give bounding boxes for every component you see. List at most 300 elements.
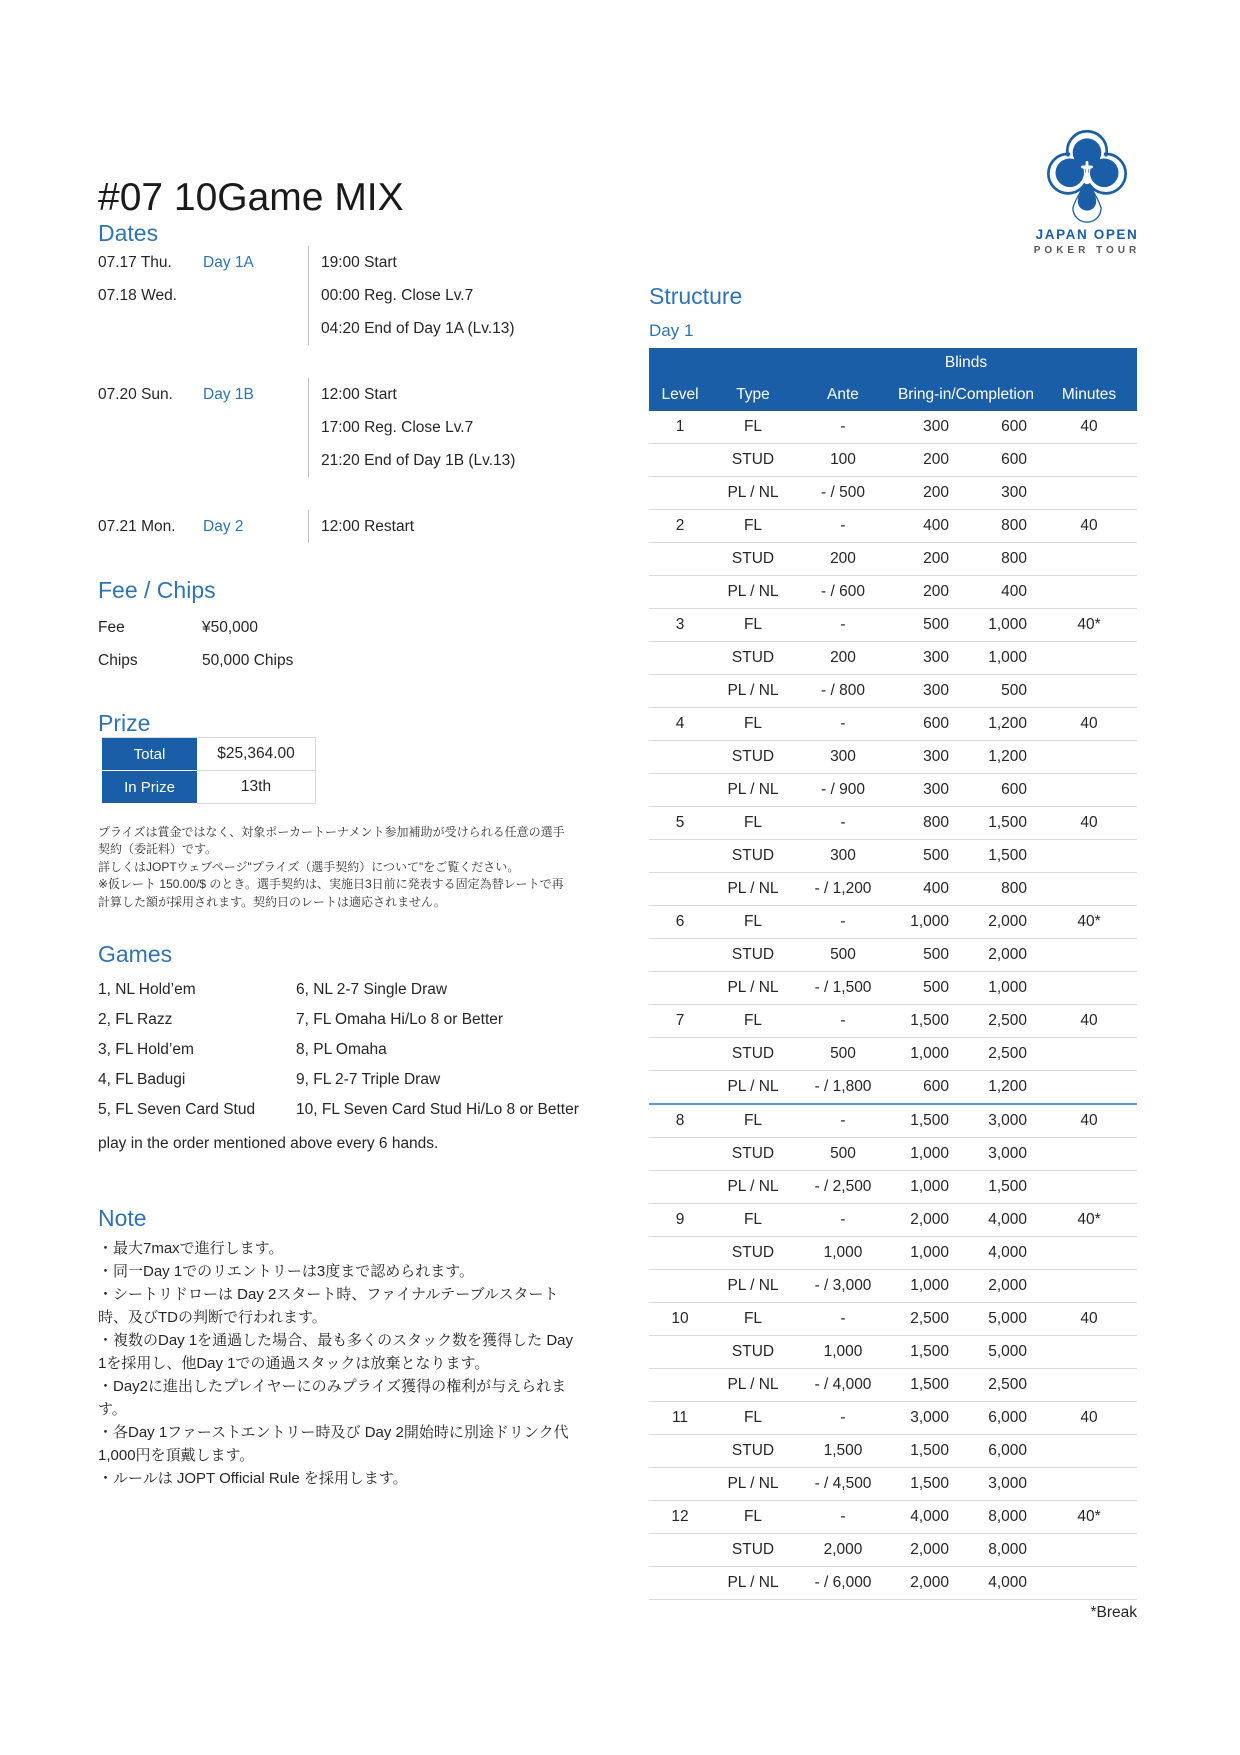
structure-cell: 500 (795, 1038, 891, 1071)
games-list (98, 975, 588, 1125)
structure-cell: 3,000 (957, 1468, 1041, 1501)
structure-cell: 1 (649, 411, 711, 444)
structure-cell: FL (711, 411, 795, 444)
structure-cell (649, 741, 711, 774)
structure-cell: 4,000 (891, 1501, 957, 1534)
prize-row-label: In Prize (102, 771, 197, 804)
date-row (98, 279, 572, 312)
game-item: 5, FL Seven Card Stud (98, 1101, 256, 1118)
structure-cell: 1,500 (795, 1435, 891, 1468)
structure-row (649, 642, 1137, 675)
note-item: ・ルールは JOPT Official Rule を採用します。 (98, 1470, 408, 1487)
structure-cell: 2,500 (957, 1005, 1041, 1038)
structure-cell: 4,000 (957, 1567, 1041, 1600)
structure-cell: 300 (891, 411, 957, 444)
structure-cell: FL (711, 807, 795, 840)
game-row (98, 1035, 588, 1065)
structure-cell: FL (711, 708, 795, 741)
structure-heading: Structure (649, 283, 743, 309)
structure-cell: 2,500 (957, 1038, 1041, 1071)
header-spacer (649, 348, 891, 378)
note-item: ・シートリドローは Day 2スタート時、ファイナルテーブルスタート時、及びTDの判断で行われます。 (98, 1286, 559, 1326)
date-cell (98, 246, 308, 279)
club-icon (1045, 128, 1129, 226)
structure-cell: 200 (891, 576, 957, 609)
structure-cell: STUD (711, 741, 795, 774)
structure-cell: - / 3,000 (795, 1270, 891, 1303)
structure-cell: 2 (649, 510, 711, 543)
structure-cell: 500 (795, 1138, 891, 1171)
structure-cell: 300 (957, 477, 1041, 510)
structure-cell (649, 642, 711, 675)
dates-heading: Dates (98, 220, 159, 246)
structure-cell: - / 6,000 (795, 1567, 891, 1600)
structure-cell: 3,000 (957, 1104, 1041, 1138)
structure-cell: - (795, 510, 891, 543)
structure-cell (1041, 576, 1137, 609)
date-row (98, 378, 572, 411)
date-row (98, 510, 572, 543)
structure-cell: 500 (795, 939, 891, 972)
structure-cell: PL / NL (711, 1468, 795, 1501)
structure-cell (1041, 1237, 1137, 1270)
structure-cell: 1,500 (957, 840, 1041, 873)
structure-cell (1041, 1270, 1137, 1303)
structure-cell: 1,500 (891, 1468, 957, 1501)
structure-cell: 1,500 (891, 1369, 957, 1402)
time-text: 04:20 End of Day 1A (Lv.13) (308, 312, 572, 345)
date-row (98, 411, 572, 444)
structure-cell: 500 (891, 609, 957, 642)
prize-row-value: 13th (197, 771, 316, 804)
structure-cell: PL / NL (711, 1071, 795, 1105)
structure-cell (649, 1171, 711, 1204)
structure-cell: 40 (1041, 708, 1137, 741)
game-item: 2, FL Razz (98, 1011, 173, 1028)
structure-cell: 600 (957, 411, 1041, 444)
structure-row (649, 1071, 1137, 1105)
time-text: 12:00 Restart (308, 510, 572, 543)
structure-cell: FL (711, 1005, 795, 1038)
structure-cell: 2,000 (891, 1567, 957, 1600)
games-footer: play in the order mentioned above every 6 hands. (98, 1135, 439, 1152)
game-item: 6, NL 2-7 Single Draw (296, 981, 448, 998)
structure-cell: 12 (649, 1501, 711, 1534)
structure-cell: 6 (649, 906, 711, 939)
structure-row (649, 1204, 1137, 1237)
col-level: Level (649, 378, 711, 411)
date-cell (98, 279, 308, 312)
structure-cell (649, 444, 711, 477)
break-footnote: *Break (1090, 1604, 1137, 1621)
structure-cell: 4,000 (957, 1237, 1041, 1270)
note-item: ・各Day 1ファーストエントリー時及び Day 2開始時に別途ドリンク代1,000円を頂戴します。 (98, 1424, 569, 1464)
structure-cell (649, 840, 711, 873)
structure-table (649, 348, 1137, 1600)
date-group (98, 246, 572, 345)
structure-cell: 300 (795, 840, 891, 873)
structure-cell: 2,000 (795, 1534, 891, 1567)
structure-cell: STUD (711, 642, 795, 675)
structure-row (649, 1270, 1137, 1303)
structure-cell: 1,000 (957, 609, 1041, 642)
structure-cell (1041, 741, 1137, 774)
structure-cell: - (795, 1104, 891, 1138)
structure-cell: FL (711, 1402, 795, 1435)
header-spacer (1041, 348, 1137, 378)
structure-cell (1041, 873, 1137, 906)
structure-cell: 1,000 (891, 1237, 957, 1270)
structure-cell: 300 (891, 675, 957, 708)
structure-cell: STUD (711, 1038, 795, 1071)
structure-cell: 11 (649, 1402, 711, 1435)
prize-row (102, 738, 316, 771)
note-items (98, 1237, 576, 1490)
structure-cell (649, 1336, 711, 1369)
game-row (98, 1065, 588, 1095)
structure-row (649, 1237, 1137, 1270)
structure-cell: STUD (711, 543, 795, 576)
structure-cell: FL (711, 906, 795, 939)
structure-cell: 5 (649, 807, 711, 840)
date-row (98, 246, 572, 279)
col-type: Type (711, 378, 795, 411)
col-minutes: Minutes (1041, 378, 1137, 411)
structure-cell (649, 1270, 711, 1303)
structure-cell: 8,000 (957, 1501, 1041, 1534)
blinds-header: Blinds (891, 348, 1041, 378)
structure-cell: 40 (1041, 411, 1137, 444)
structure-cell: 2,000 (891, 1204, 957, 1237)
structure-cell (1041, 1534, 1137, 1567)
structure-cell: 40 (1041, 1005, 1137, 1038)
structure-cell: 300 (891, 774, 957, 807)
page-title: #07 10Game MIX (98, 176, 404, 220)
structure-cell: - (795, 1501, 891, 1534)
structure-cell: 40* (1041, 1501, 1137, 1534)
structure-table-head (649, 348, 1137, 411)
structure-cell: 600 (957, 444, 1041, 477)
structure-row (649, 1369, 1137, 1402)
structure-cell: 1,000 (957, 972, 1041, 1005)
structure-cell: FL (711, 510, 795, 543)
structure-cell: 300 (795, 741, 891, 774)
prize-heading: Prize (98, 710, 151, 736)
structure-cell (649, 1534, 711, 1567)
structure-cell (1041, 939, 1137, 972)
structure-cell: 40* (1041, 906, 1137, 939)
structure-row (649, 873, 1137, 906)
structure-row (649, 1005, 1137, 1038)
structure-row (649, 741, 1137, 774)
structure-cell: 2,500 (891, 1303, 957, 1336)
structure-cell (1041, 675, 1137, 708)
structure-cell: 3,000 (891, 1402, 957, 1435)
structure-cell: FL (711, 1303, 795, 1336)
structure-row (649, 1104, 1137, 1138)
structure-cell (1041, 477, 1137, 510)
fee-chips-value: ¥50,000 (202, 618, 259, 636)
structure-cell (1041, 1369, 1137, 1402)
structure-cell (1041, 1171, 1137, 1204)
jopt-logo (1012, 128, 1162, 256)
structure-cell (649, 1435, 711, 1468)
structure-cell (649, 477, 711, 510)
structure-cell: - / 4,000 (795, 1369, 891, 1402)
structure-cell: PL / NL (711, 972, 795, 1005)
note-item: ・Day2に進出したプレイヤーにのみプライズ獲得の権利が与えられます。 (98, 1378, 567, 1418)
structure-cell: 40 (1041, 1104, 1137, 1138)
structure-cell: 500 (891, 939, 957, 972)
structure-row (649, 708, 1137, 741)
structure-cell: 2,000 (957, 939, 1041, 972)
structure-cell: PL / NL (711, 873, 795, 906)
structure-cell: - (795, 1005, 891, 1038)
structure-cell: 1,500 (957, 1171, 1041, 1204)
structure-cell: 2,500 (957, 1369, 1041, 1402)
date-group (98, 378, 572, 477)
date-cell (98, 444, 308, 477)
structure-cell: - / 1,800 (795, 1071, 891, 1105)
structure-cell: 1,000 (891, 906, 957, 939)
note-item: ・最大7maxで進行します。 (98, 1240, 284, 1257)
structure-cell: 600 (891, 708, 957, 741)
structure-cell: - (795, 1402, 891, 1435)
structure-cell (1041, 774, 1137, 807)
day-label: Day 1B (203, 385, 254, 403)
structure-cell: 800 (957, 543, 1041, 576)
structure-cell: 1,500 (891, 1104, 957, 1138)
structure-cell: 8 (649, 1104, 711, 1138)
structure-cell: - / 2,500 (795, 1171, 891, 1204)
time-text: 12:00 Start (308, 378, 572, 411)
prize-note-line: ※仮レート 150.00/$ のとき。選手契約は、実施日3日前に発表する固定為替レートで再計算した額が採用されます。契約日のレートは適応されません。 (98, 877, 564, 909)
fee-chips-heading: Fee / Chips (98, 577, 216, 603)
structure-cell: - (795, 1303, 891, 1336)
fee-rows (98, 611, 293, 677)
structure-cell: 40 (1041, 1402, 1137, 1435)
structure-cell: - / 4,500 (795, 1468, 891, 1501)
structure-row (649, 1534, 1137, 1567)
col-bringin-completion: Bring-in/Completion (891, 378, 1041, 411)
structure-cell (649, 675, 711, 708)
structure-cell: FL (711, 609, 795, 642)
structure-row (649, 477, 1137, 510)
structure-cell (649, 1138, 711, 1171)
structure-cell (1041, 1138, 1137, 1171)
structure-cell: 40* (1041, 1204, 1137, 1237)
game-item: 3, FL Hold’em (98, 1041, 194, 1058)
structure-cell: - (795, 609, 891, 642)
structure-day-label: Day 1 (649, 321, 694, 340)
structure-cell: 200 (795, 642, 891, 675)
structure-cell: 800 (891, 807, 957, 840)
date-text: 07.17 Thu. (98, 253, 172, 271)
structure-cell (1041, 840, 1137, 873)
structure-cell: 1,000 (891, 1038, 957, 1071)
structure-cell (649, 543, 711, 576)
game-row (98, 1005, 588, 1035)
logo-name: JAPAN OPEN (1035, 227, 1139, 242)
structure-cell: 600 (957, 774, 1041, 807)
structure-cell: - / 600 (795, 576, 891, 609)
date-cell (98, 312, 308, 345)
structure-cell: FL (711, 1501, 795, 1534)
structure-cell: 500 (957, 675, 1041, 708)
logo-subname: POKER TOUR (1033, 245, 1141, 256)
note-heading: Note (98, 1205, 147, 1231)
structure-cell: 1,500 (891, 1435, 957, 1468)
structure-row (649, 807, 1137, 840)
game-item: 7, FL Omaha Hi/Lo 8 or Better (296, 1011, 504, 1028)
structure-table-body (649, 411, 1137, 1600)
structure-row (649, 609, 1137, 642)
date-cell (98, 378, 308, 411)
structure-cell (1041, 543, 1137, 576)
structure-cell: 300 (891, 741, 957, 774)
prize-row-label: Total (102, 738, 197, 771)
structure-cell (649, 1237, 711, 1270)
prize-row-value: $25,364.00 (197, 738, 316, 771)
game-item: 9, FL 2-7 Triple Draw (296, 1071, 441, 1088)
structure-cell: 400 (957, 576, 1041, 609)
structure-cell (649, 972, 711, 1005)
structure-cell: PL / NL (711, 1369, 795, 1402)
structure-cell (1041, 1468, 1137, 1501)
prize-note-line: 詳しくはJOPTウェブページ"プライズ（選手契約）について"をご覧ください。 (98, 859, 520, 874)
date-cell (98, 411, 308, 444)
structure-row (649, 840, 1137, 873)
structure-cell (649, 1071, 711, 1105)
structure-cell: 4,000 (957, 1204, 1041, 1237)
structure-row (649, 774, 1137, 807)
structure-cell: 800 (957, 510, 1041, 543)
structure-section (649, 283, 1137, 1600)
structure-cell: 3 (649, 609, 711, 642)
structure-cell: - / 1,500 (795, 972, 891, 1005)
date-text: 07.20 Sun. (98, 385, 173, 403)
structure-cell: PL / NL (711, 1567, 795, 1600)
structure-cell (1041, 1336, 1137, 1369)
fee-chips-label: Fee (98, 618, 125, 636)
structure-cell: 1,000 (795, 1237, 891, 1270)
structure-cell: 3,000 (957, 1138, 1041, 1171)
date-cell (98, 510, 308, 543)
structure-cell (1041, 1567, 1137, 1600)
structure-cell (649, 1567, 711, 1600)
structure-cell: STUD (711, 840, 795, 873)
structure-row (649, 906, 1137, 939)
structure-cell: 8,000 (957, 1534, 1041, 1567)
structure-cell (649, 1369, 711, 1402)
structure-row (649, 411, 1137, 444)
dates-groups (98, 246, 572, 576)
structure-cell: 9 (649, 1204, 711, 1237)
structure-cell: FL (711, 1204, 795, 1237)
structure-cell: FL (711, 1104, 795, 1138)
structure-row (649, 444, 1137, 477)
structure-cell: 500 (891, 840, 957, 873)
structure-cell: - / 1,200 (795, 873, 891, 906)
structure-cell: 1,500 (891, 1336, 957, 1369)
structure-cell (649, 1038, 711, 1071)
structure-cell: 40 (1041, 1303, 1137, 1336)
structure-cell: 5,000 (957, 1336, 1041, 1369)
structure-cell (1041, 642, 1137, 675)
structure-cell: - (795, 906, 891, 939)
structure-cell: 1,200 (957, 741, 1041, 774)
structure-cell (1041, 1071, 1137, 1105)
structure-cell: STUD (711, 1534, 795, 1567)
structure-cell: PL / NL (711, 1171, 795, 1204)
structure-cell: - / 800 (795, 675, 891, 708)
structure-row (649, 1567, 1137, 1600)
fee-chips-label: Chips (98, 651, 138, 669)
note-item: ・複数のDay 1を通過した場合、最も多くのスタック数を獲得した Day 1を採用し、他Day 1での通過スタックは放棄となります。 (98, 1332, 574, 1372)
structure-cell: 1,500 (891, 1005, 957, 1038)
structure-cell: 2,000 (957, 906, 1041, 939)
structure-cell: 5,000 (957, 1303, 1041, 1336)
structure-cell: 1,500 (957, 807, 1041, 840)
structure-cell: 400 (891, 873, 957, 906)
structure-cell: 6,000 (957, 1435, 1041, 1468)
structure-cell: 500 (891, 972, 957, 1005)
structure-row (649, 1435, 1137, 1468)
structure-cell: 40 (1041, 807, 1137, 840)
structure-cell (649, 1468, 711, 1501)
fee-chips-row (98, 611, 293, 644)
structure-cell (649, 774, 711, 807)
day-label: Day 2 (203, 517, 244, 535)
fee-chips-value: 50,000 Chips (202, 651, 294, 669)
prize-notes (98, 824, 570, 911)
structure-cell: - (795, 411, 891, 444)
structure-cell: 40 (1041, 510, 1137, 543)
structure-cell: - (795, 708, 891, 741)
structure-cell (1041, 1038, 1137, 1071)
structure-cell: 800 (957, 873, 1041, 906)
games-heading: Games (98, 941, 173, 967)
structure-row (649, 510, 1137, 543)
structure-cell: PL / NL (711, 1270, 795, 1303)
game-row (98, 1095, 588, 1125)
structure-cell: STUD (711, 444, 795, 477)
structure-cell: 10 (649, 1303, 711, 1336)
structure-cell: PL / NL (711, 477, 795, 510)
structure-cell: STUD (711, 939, 795, 972)
structure-cell: 1,000 (795, 1336, 891, 1369)
structure-row (649, 543, 1137, 576)
structure-row (649, 972, 1137, 1005)
structure-cell: STUD (711, 1435, 795, 1468)
structure-cell: 400 (891, 510, 957, 543)
date-row (98, 444, 572, 477)
structure-cell: STUD (711, 1138, 795, 1171)
structure-row (649, 1336, 1137, 1369)
game-item: 1, NL Hold’em (98, 981, 196, 998)
date-group (98, 510, 572, 543)
game-item: 8, PL Omaha (296, 1041, 387, 1058)
structure-cell: STUD (711, 1237, 795, 1270)
structure-cell: 300 (891, 642, 957, 675)
structure-row (649, 1138, 1137, 1171)
structure-cell: 6,000 (957, 1402, 1041, 1435)
structure-cell: 1,200 (957, 1071, 1041, 1105)
date-text: 07.21 Mon. (98, 517, 176, 535)
structure-cell (1041, 972, 1137, 1005)
structure-cell (1041, 444, 1137, 477)
structure-cell: 2,000 (891, 1534, 957, 1567)
